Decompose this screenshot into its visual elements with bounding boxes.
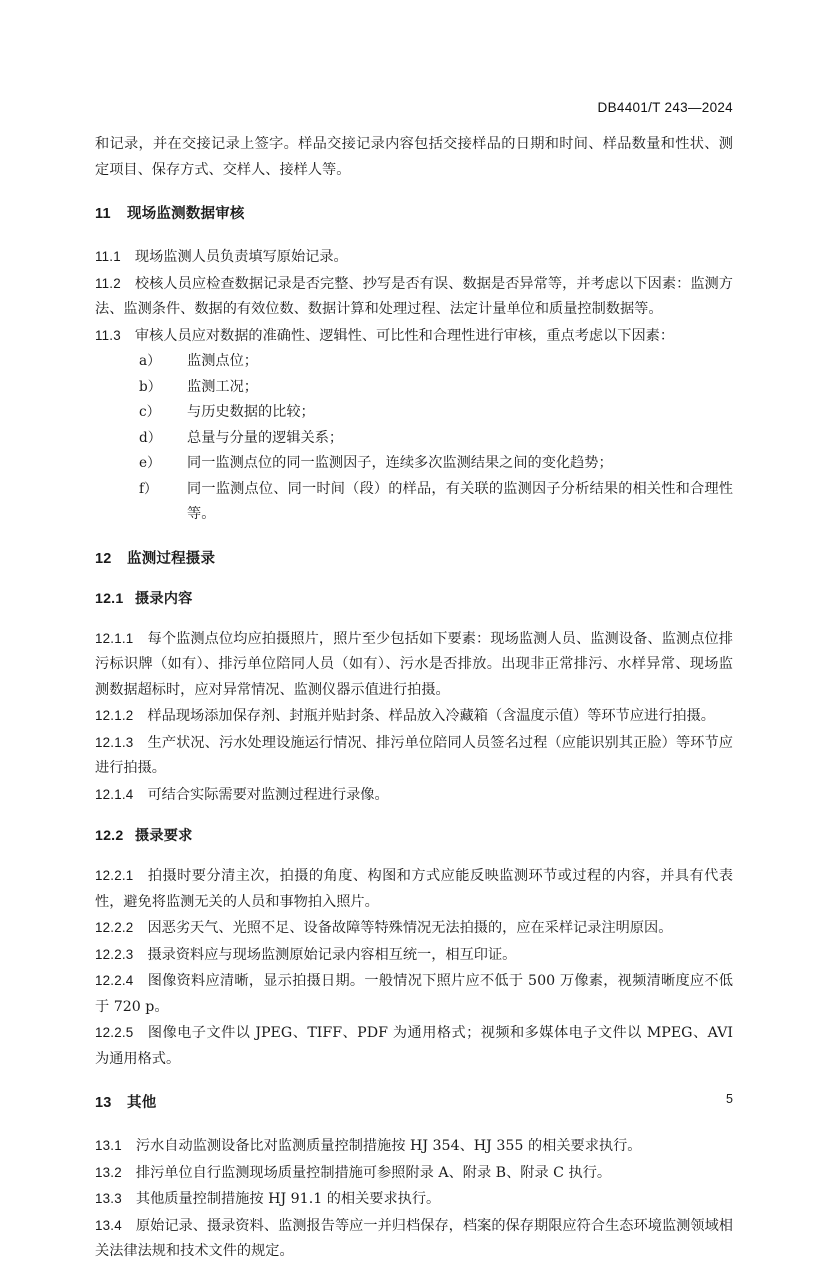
clause-11-1 — [95, 244, 733, 271]
section-title-11: 现场监测数据审核 — [127, 206, 245, 222]
clause-number-12-2-2: 12.2.2 — [95, 920, 134, 935]
list-item-label: 同一监测点位、同一时间（段）的样品，有关联的监测因子分析结果的相关性和合理性等。 — [187, 480, 733, 522]
clause-12-1-1 — [95, 626, 733, 704]
list-item — [95, 477, 733, 528]
section-number-13: 13 — [95, 1095, 112, 1111]
clause-12-1-3 — [95, 730, 733, 782]
list-item-marker: b） — [139, 378, 162, 395]
clause-number-13-4: 13.4 — [95, 1217, 122, 1233]
clause-11-2 — [95, 271, 733, 323]
section-number-12: 12 — [95, 550, 112, 567]
clause-number-11-2: 11.2 — [95, 275, 121, 291]
clause-number-12-2-5: 12.2.5 — [95, 1025, 134, 1040]
footer-page-number: 5 — [726, 1092, 733, 1106]
clause-13-1 — [95, 1133, 733, 1160]
clause-text-13-4: 原始记录、摄录资料、监测报告等应一并归档保存，档案的保存期限应符合生态环境监测领域相关法律法规和技术文件的规定。 — [95, 1217, 733, 1259]
clause-text-11-2: 校核人员应检查数据记录是否完整、抄写是否有误、数据是否异常等，并考虑以下因素：监测方法、监测条件、数据的有效位数、数据计算和处理过程、法定计量单位和质量控制数据等。 — [95, 275, 733, 317]
clause-12-2-1 — [95, 863, 733, 915]
clause-number-11-1: 11.1 — [95, 249, 121, 264]
list-item-marker: c） — [139, 404, 161, 420]
subsection-title-12-2: 摄录要求 — [135, 828, 193, 844]
clause-number-13-2: 13.2 — [95, 1164, 122, 1180]
clause-12-2-5 — [95, 1020, 733, 1072]
clause-13-3 — [95, 1186, 733, 1213]
section-title-12: 监测过程摄录 — [127, 550, 216, 567]
clause-13-4 — [95, 1213, 733, 1265]
list-item-marker: a） — [139, 353, 161, 369]
clause-text-13-2: 排污单位自行监测现场质量控制措施可参照附录 A、附录 B、附录 C 执行。 — [135, 1164, 612, 1181]
list-item-label: 总量与分量的逻辑关系； — [187, 429, 344, 446]
subsection-number-12-2: 12.2 — [95, 828, 124, 844]
clause-number-12-1-3: 12.1.3 — [95, 734, 134, 750]
clause-number-12-1-4: 12.1.4 — [95, 786, 134, 802]
section-heading-11 — [95, 202, 733, 226]
subsection-title-12-1: 摄录内容 — [135, 590, 193, 607]
clause-12-1-2 — [95, 703, 733, 730]
list-item-marker: e） — [139, 455, 161, 471]
clause-text-12-2-5: 图像电子文件以 JPEG、TIFF、PDF 为通用格式；视频和多媒体电子文件以 MPEG、AVI 为通用格式。 — [95, 1025, 733, 1067]
clause-number-12-2-3: 12.2.3 — [95, 946, 134, 962]
list-item-marker: d） — [139, 429, 162, 446]
clause-text-12-2-4: 图像资料应清晰，显示拍摄日期。一般情况下照片应不低于 500 万像素，视频清晰度应不低于 720 p。 — [95, 973, 733, 1015]
list-item-label: 监测工况； — [187, 378, 258, 395]
clause-number-12-2-4: 12.2.4 — [95, 973, 134, 988]
clause-text-12-1-2: 样品现场添加保存剂、封瓶并贴封条、样品放入冷藏箱（含温度示值）等环节应进行拍摄。 — [147, 708, 715, 724]
clause-text-12-2-1: 拍摄时要分清主次，拍摄的角度、构图和方式应能反映监测环节或过程的内容，并具有代表性，避免将监测无关的人员和事物拍入照片。 — [95, 868, 733, 910]
clause-text-12-2-2: 因恶劣天气、光照不足、设备故障等特殊情况无法拍摄的，应在采样记录注明原因。 — [147, 920, 673, 936]
list-item — [95, 426, 733, 452]
clause-text-12-1-1: 每个监测点位均应拍摄照片，照片至少包括如下要素：现场监测人员、监测设备、监测点位排污标识牌（如有）、排污单位陪同人员（如有）、污水是否排放。出现非正常排污、水样异常、现场监测数据超标时，应对异常情况、监测仪器示值进行拍摄。 — [95, 630, 733, 698]
clause-11-3 — [95, 323, 733, 350]
clause-13-2 — [95, 1160, 733, 1187]
clause-number-12-2-1: 12.2.1 — [95, 868, 134, 883]
clause-number-12-1-1: 12.1.1 — [95, 630, 134, 646]
clause-text-11-1: 现场监测人员负责填写原始记录。 — [134, 249, 348, 265]
list-item-label: 同一监测点位的同一监测因子，连续多次监测结果之间的变化趋势； — [187, 455, 613, 471]
clause-12-2-2 — [95, 915, 733, 942]
subsection-heading-12-2 — [95, 824, 733, 848]
clause-12-1-4 — [95, 782, 733, 809]
clause-text-12-1-3: 生产状况、污水处理设施运行情况、排污单位陪同人员签名过程（应能识别其正脸）等环节应进行拍摄。 — [95, 734, 733, 776]
section-heading-12 — [95, 547, 733, 571]
section-number-11: 11 — [95, 206, 111, 222]
clause-number-12-1-2: 12.1.2 — [95, 708, 134, 723]
clause-11-3-list — [95, 349, 733, 528]
subsection-number-12-1: 12.1 — [95, 590, 124, 607]
clause-number-13-1: 13.1 — [95, 1138, 122, 1153]
section-title-13: 其他 — [127, 1095, 157, 1111]
clause-text-13-1: 污水自动监测设备比对监测质量控制措施按 HJ 354、HJ 355 的相关要求执行。 — [135, 1138, 642, 1154]
list-item — [95, 451, 733, 477]
clause-text-11-3: 审核人员应对数据的准确性、逻辑性、可比性和合理性进行审核，重点考虑以下因素： — [134, 327, 675, 344]
clause-12-2-4 — [95, 968, 733, 1020]
page-header-standard-code: DB4401/T 243—2024 — [597, 100, 733, 115]
list-item-label: 监测点位； — [187, 353, 258, 369]
intro-paragraph: 和记录，并在交接记录上签字。样品交接记录内容包括交接样品的日期和时间、样品数量和性状、测定项目、保存方式、交样人、接样人等。 — [95, 136, 733, 178]
clause-number-11-3: 11.3 — [95, 327, 121, 343]
clause-12-2-3 — [95, 942, 733, 969]
clause-number-13-3: 13.3 — [95, 1191, 122, 1206]
clause-text-12-1-4: 可结合实际需要对监测过程进行录像。 — [147, 786, 389, 803]
subsection-heading-12-1 — [95, 587, 733, 611]
clause-text-13-3: 其他质量控制措施按 HJ 91.1 的相关要求执行。 — [135, 1191, 441, 1207]
list-item — [95, 349, 733, 375]
list-item — [95, 375, 733, 401]
list-item-label: 与历史数据的比较； — [187, 404, 315, 420]
clause-text-12-2-3: 摄录资料应与现场监测原始记录内容相互统一，相互印证。 — [147, 946, 517, 963]
list-item-marker: f） — [139, 480, 158, 497]
list-item — [95, 400, 733, 426]
